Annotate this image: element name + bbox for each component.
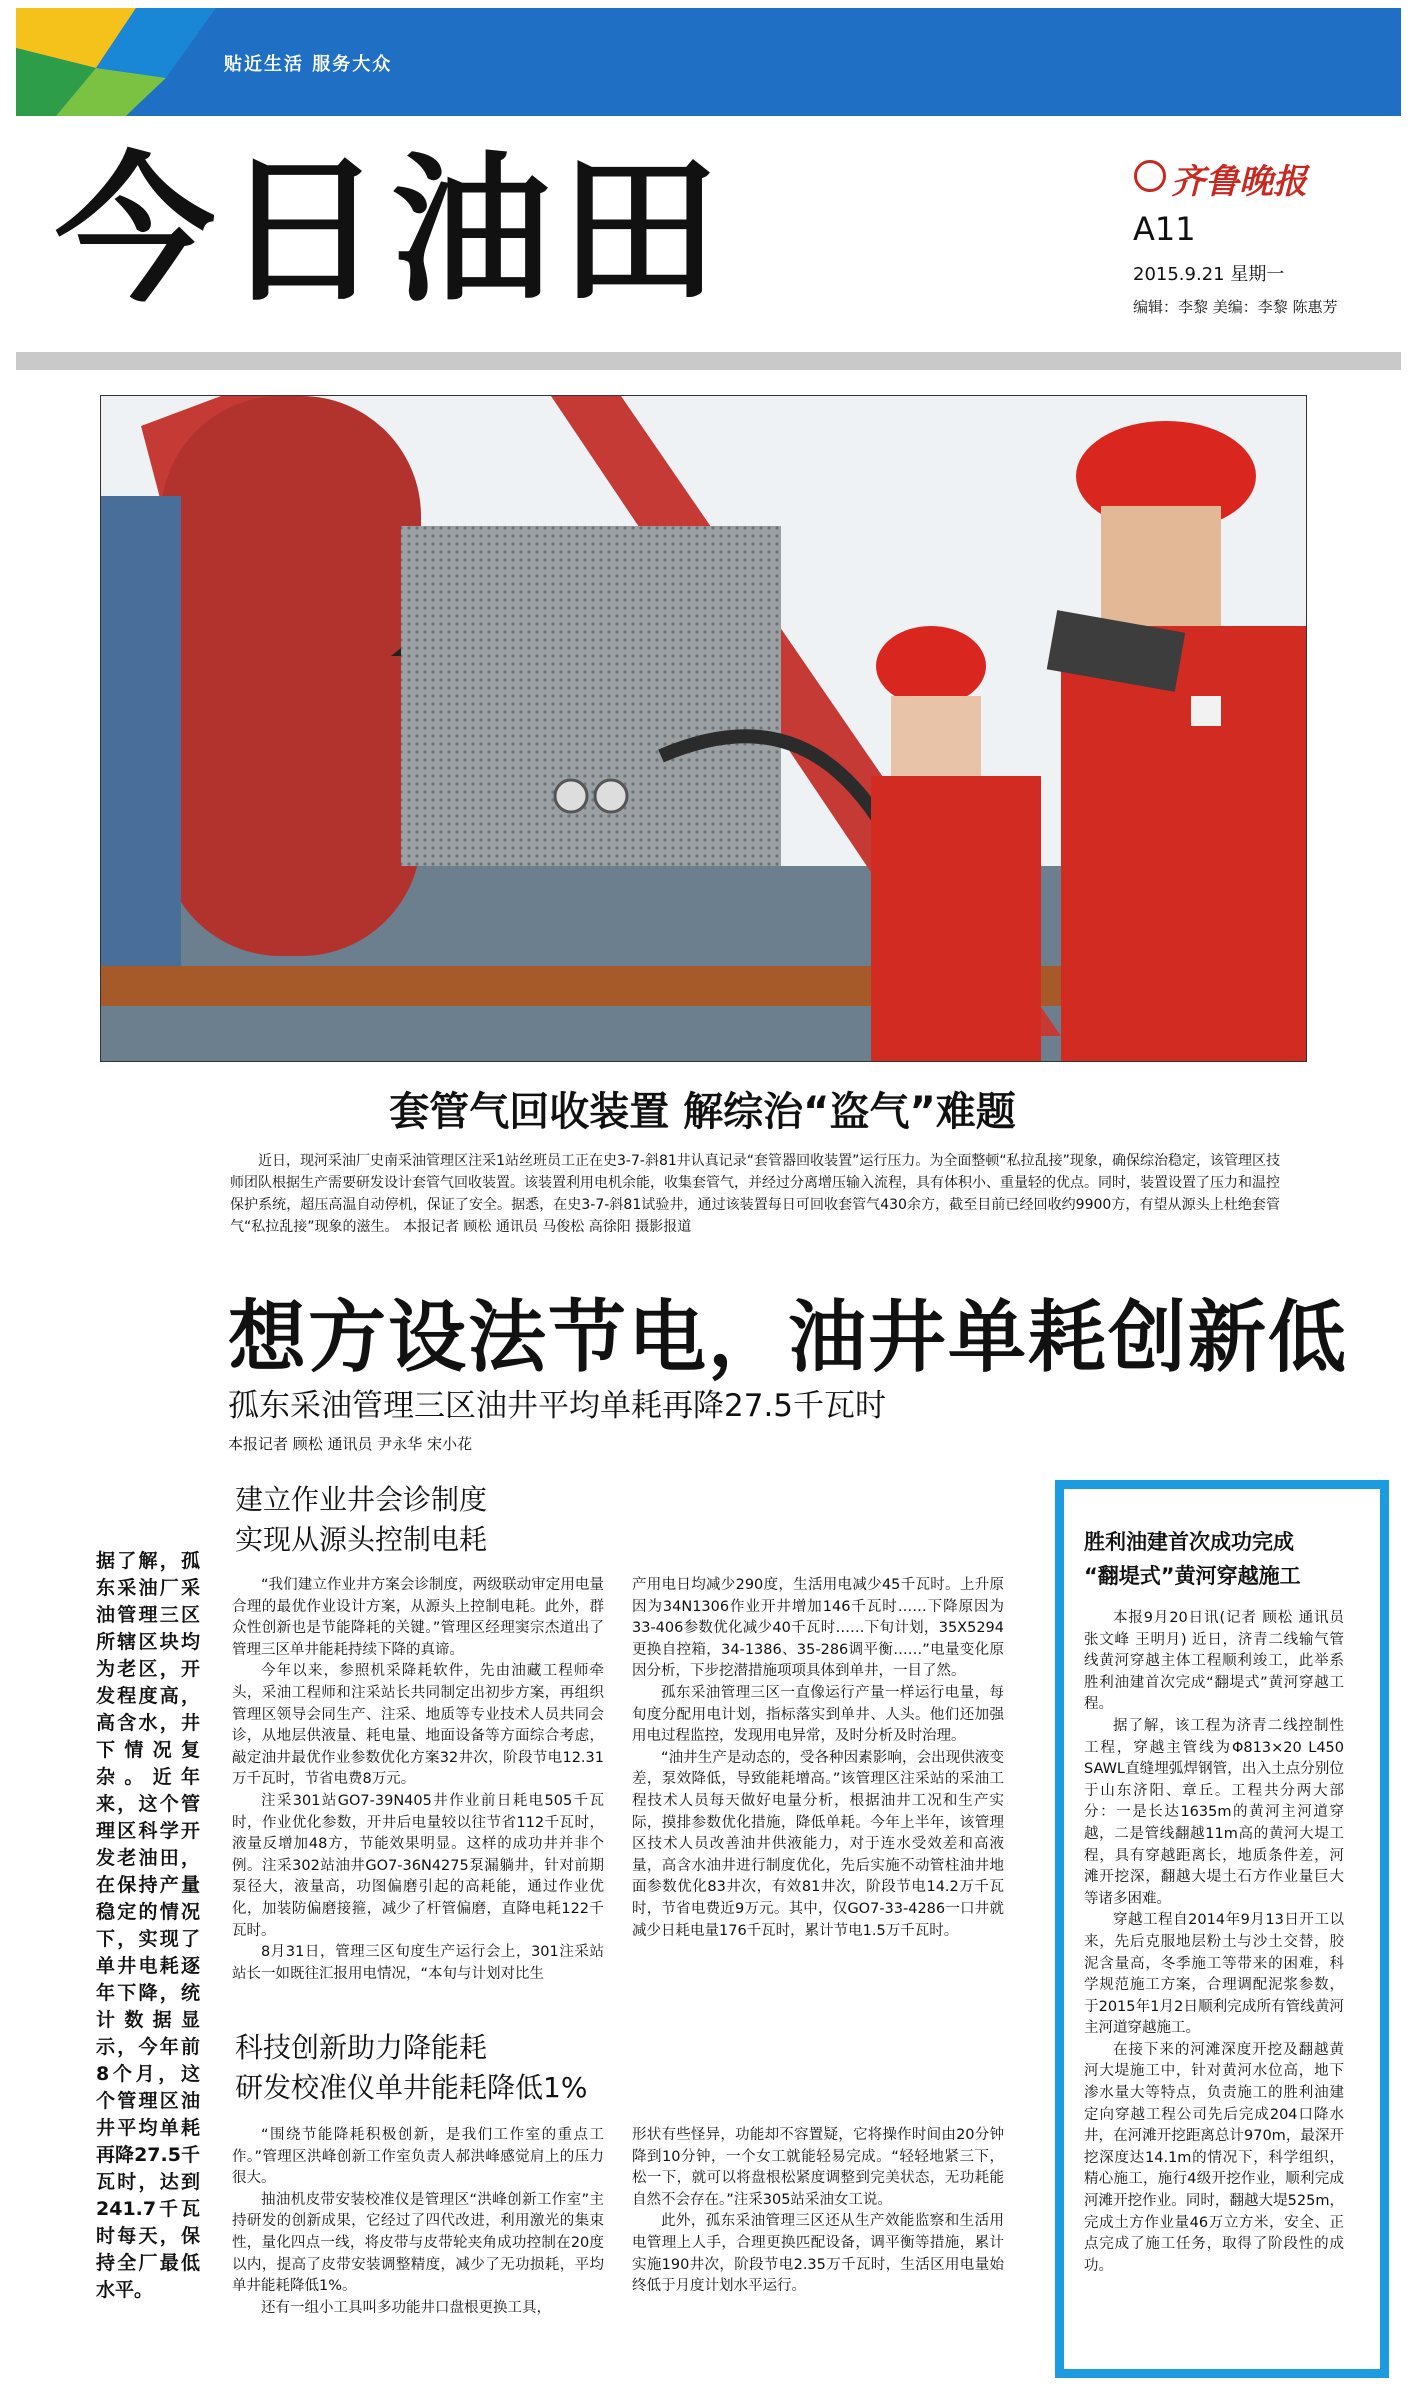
section1-title-line2: 实现从源头控制电耗 (235, 1523, 488, 1556)
paragraph: 抽油机皮带安装校准仪是管理区“洪峰创新工作室”主持研发的创新成果，它经过了四代改进，利用激光的集束性，量化四点一线，将皮带与皮带轮夹角成功控制在20度以内，提高了皮带安装调整精度，减少了无功损耗，平均单井能耗降低1%。 (232, 2191, 604, 2295)
slogan: 贴近生活 服务大众 (224, 54, 393, 75)
main-subheadline: 孤东采油管理三区油井平均单耗再降27.5千瓦时 (228, 1388, 887, 1424)
paragraph: 8月31日，管理三区旬度生产运行会上，301注采站站长一如既往汇报用电情况，“本旬与计划对比生 (232, 1944, 604, 1982)
main-byline: 本报记者 顾松 通讯员 尹永华 宋小花 (228, 1435, 473, 1453)
paragraph: 此外，孤东采油管理三区还从生产效能监察和生活用电管理上人手，合理更换匹配设备，调平衡等措施，累计实施190井次，阶段节电2.35万千瓦时，生活区用电量始终低于月度计划水平运行。 (632, 2213, 1004, 2295)
section2-title-line2: 研发校准仪单井能耗降低1% (235, 2071, 588, 2104)
section1-column2 (632, 1575, 1004, 1942)
photo-story-body (230, 1150, 1280, 1238)
lead-paragraph: 据了解，孤东采油厂采油管理三区所辖区块均为老区，开发程度高，高含水，井下情况复杂。近年来，这个管理区科学开发老油田，在保持产量稳定的情况下，实现了单井电耗逐年下降，统计数据显示，今年前8个月，这个管理区油井平均单耗再降27.5千瓦时，达到241.7千瓦时每天，保持全厂最低水平。 (96, 1550, 200, 2301)
paragraph: 今年以来，参照机采降耗软件，先由油藏工程师牵头，采油工程师和注采站长共同制定出初步方案，再组织管理区领导会同生产、注采、地质等专业技术人员共同会诊，从地层供液量、耗电量、地面设备等方面综合考虑，敲定油井最优作业参数优化方案32井次，阶段节电12.31万千瓦时，节省电费8万元。 (232, 1663, 604, 1788)
paragraph: “油井生产是动态的，受各种因素影响，会出现供液变差，泵效降低，导致能耗增高。”该管理区注采站的采油工程技术人员每天做好电量分析，根据油井工况和生产实际，摸排参数优化措施，降低单耗。今年上半年，该管理区技术人员改善油井供液能力，对于连水受效差和高液量，高含水油井进行制度优化，先后实施不动管柱油井地面参数优化83井次，有效81井次，阶段节电14.2万千瓦时，节省电费近9万元。其中，仅GO7-33-4286一口井就减少日耗电量176千瓦时，累计节电1.5万千瓦时。 (632, 1749, 1004, 1939)
page-number: A11 (1133, 210, 1196, 248)
paragraph: 穿越工程自2014年9月13日开工以来，先后克服地层粉土与沙土交替，胶泥含量高，冬季施工等带来的困难，科学规范施工方案，合理调配泥浆参数，于2015年1月2日顺利完成所有管线黄河主河道穿越施工。 (1084, 1912, 1344, 2037)
news-photo (100, 395, 1307, 1062)
paragraph: 形状有些怪异，功能却不容置疑，它将操作时间由20分钟降到10分钟，一个女工就能轻易完成。“轻轻地紧三下，松一下，就可以将盘根松紧度调整到完美状态，无功耗能自然不会存在。”注采305站采油女工说。 (632, 2127, 1004, 2208)
section1-title (235, 1480, 487, 1560)
brand-name: 齐鲁晚报 (1171, 162, 1307, 202)
section1-column1 (232, 1575, 604, 1985)
section2-title-line1: 科技创新助力降能耗 (235, 2031, 488, 2064)
section2-column1 (232, 2125, 604, 2319)
paragraph: 在接下来的河滩深度开挖及翻越黄河大堤施工中，针对黄河水位高，地下渗水量大等特点，负责施工的胜利油建定向穿越工程公司先后完成204口降水井，在河滩开挖距离总计970m，最深开挖深度达14.1m的情况下，科学组织，精心施工，施行4级开挖作业，顺利完成河滩开挖作业。同时，翻越大堤525m，完成土方作业量46万立方米，安全、正点完成了施工任务，取得了阶段性的成功。 (1084, 2041, 1344, 2274)
photo-story-title: 套管气回收装置 解综治“盗气”难题 (389, 1089, 1016, 1135)
paragraph: 注采301站GO7-39N405井作业前日耗电505千瓦时，作业优化参数，开井后电量较以往节省112千瓦时，液量反增加48方，节能效果明显。这样的成功井并非个例。注采302站油井GO7-36N4275泵漏躺井，针对前期泵径大，液量高，功图偏磨引起的高耗能，通过作业优化，加装防偏磨接箍，减少了杆管偏磨，直降电耗122千瓦时。 (232, 1792, 604, 1939)
section1-title-line1: 建立作业井会诊制度 (235, 1483, 488, 1516)
sidebar-title-line2: “翻堤式”黄河穿越施工 (1084, 1564, 1301, 1588)
paragraph: 产用电日均减少290度，生活用电减少45千瓦时。上升原因为34N1306作业开井增加146千瓦时……下降原因为33-406参数优化减少40千瓦时……下旬计划，35X5294更换自控箱，34-1386、35-286调平衡……”电量变化原因分析，下步挖潜措施项项具体到单井，一目了然。 (632, 1577, 1004, 1680)
photo-story-text: 近日，现河采油厂史南采油管理区注采1站丝班员工正在史3-7-斜81井认真记录“套管器回收装置”运行压力。为全面整顿“私拉乱接”现象，确保综治稳定，该管理区技师团队根据生产需要研发设计套管气回收装置。该装置利用电机余能，收集套管气，并经过分离增压输入流程，具有体积小、重量轻的优点。同时，装置设置了压力和温控保护系统，超压高温自动停机，保证了安全。据悉，在史3-7-斜81试验井，通过该装置每日可回收套管气430余方，截至目前已经回收约9900方，有望从源头上杜绝套管气“私拉乱接”现象的滋生。 本报记者 顾松 通讯员 马俊松 高徐阳 摄影报道 (230, 1153, 1280, 1235)
paragraph: “我们建立作业井方案会诊制度，两级联动审定用电量合理的最优作业设计方案，从源头上控制电耗。此外，群众性创新也是节能降耗的关键。”管理区经理窦宗杰道出了管理三区单井能耗持续下降的真谛。 (232, 1577, 604, 1658)
sidebar-title-line1: 胜利油建首次成功完成 (1084, 1530, 1294, 1554)
main-headline: 想方设法节电，油井单耗创新低 (228, 1292, 1349, 1383)
brand-logo-icon (1134, 160, 1166, 192)
sidebar-body (1084, 1608, 1344, 2277)
paragraph: 还有一组小工具叫多功能井口盘根更换工具， (261, 2299, 551, 2316)
issue-date: 2015.9.21 星期一 (1133, 264, 1285, 285)
section2-title (235, 2028, 587, 2108)
paragraph: 孤东采油管理三区一直像运行产量一样运行电量，每旬度分配用电计划，指标落实到单井、人头。他们还加强用电过程监控，发现用电异常，及时分析及时治理。 (632, 1684, 1004, 1745)
section2-column2 (632, 2125, 1004, 2298)
editors: 编辑：李黎 美编：李黎 陈惠芳 (1133, 298, 1338, 316)
header-divider (16, 352, 1401, 370)
paragraph: “围绕节能降耗积极创新，是我们工作室的重点工作。”管理区洪峰创新工作室负责人郝洪峰感觉肩上的压力很大。 (232, 2127, 604, 2187)
sidebar-title (1084, 1525, 1344, 1593)
paragraph: 本报9月20日讯(记者 顾松 通讯员 张文峰 王明月) 近日，济青二线输气管线黄河穿越主体工程顺利竣工，此举系胜利油建首次完成“翻堤式”黄河穿越工程。 (1084, 1610, 1344, 1713)
page-title: 今日油田 (55, 136, 728, 324)
paragraph: 据了解，该工程为济青二线控制性工程，穿越主管线为Φ813×20 L450 SAWL直缝埋弧焊钢管，出入土点分别位于山东济阳、章丘。工程共分两大部分：一是长达1635m的黄河主河道穿越，二是管线翻越11m高的黄河大堤工程，具有穿越距离长，地质条件差，河滩开挖深，翻越大堤土石方作业量巨大等诸多困难。 (1084, 1717, 1344, 1907)
brand-logo-graphic (16, 8, 256, 116)
